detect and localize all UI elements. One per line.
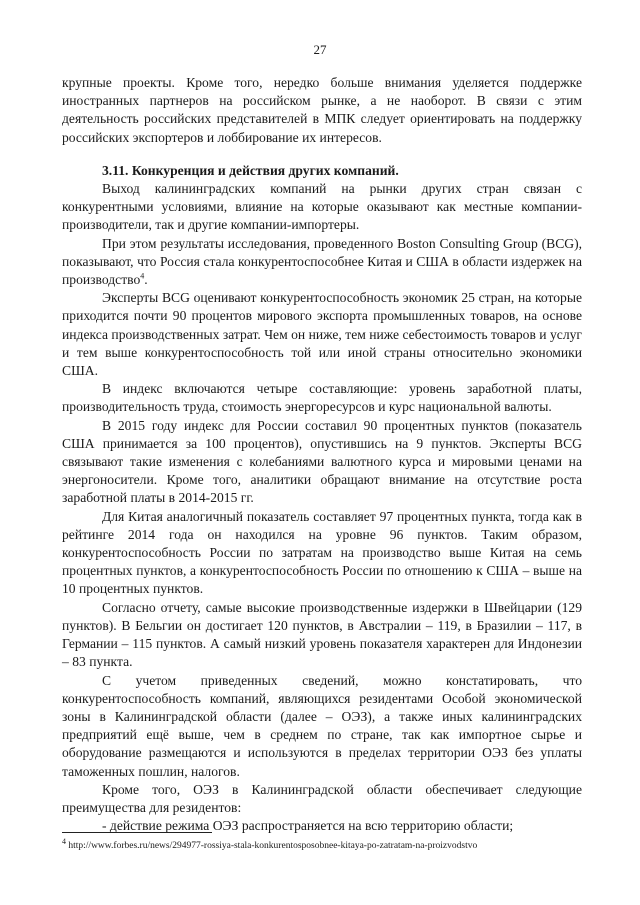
footnote-link[interactable]: http://www.forbes.ru/news/294977-rossiya-stala-konkurentosposobnee-kitaya-po-zatratam-na-proizvodstvo: [66, 841, 478, 851]
paragraph-oez-advantages: Кроме того, ОЭЗ в Калининградской области обеспечивает следующие преимущества для резидентов:: [62, 781, 582, 815]
paragraph-bcg-study-text: При этом результаты исследования, проведенного Boston Consulting Group (BCG), показывают, что Россия стала конкурентоспособнее Китая и США в области издержек на производство: [62, 235, 582, 288]
section-heading: 3.11. Конкуренция и действия других компаний.: [102, 162, 399, 178]
list-item-oez-territory: - действие режима ОЭЗ распространяется на всю территорию области;: [102, 818, 514, 834]
page-body: [62, 74, 582, 835]
footnote-reference[interactable]: 4: [140, 271, 145, 281]
paragraph-china: Для Китая аналогичный показатель составляет 97 процентных пункта, тогда как в рейтинге 2014 года он находился на уровне 96 пунктов. Таким образом, конкурентоспособность России по затратам на производство выше Китая на семь процентных пунктов, а конкурентоспособность России по отношению к США – выше на 10 процентных пунктов.: [62, 508, 582, 597]
paragraph-index-components: В индекс включаются четыре составляющие: уровень заработной платы, производительность труда, стоимость энергоресурсов и курс национальной валюты.: [62, 381, 582, 415]
paragraph-bcg-experts: Эксперты BCG оценивают конкурентоспособность экономик 25 стран, на которые приходится почти 90 процентов мирового экспорта промышленных товаров, на основе индекса производственных затрат. Чем он ниже, тем ниже себестоимость товаров и услуг и тем выше конкурентоспособность той или иной страны относительно экономики США.: [62, 290, 582, 379]
footnote: [62, 836, 602, 852]
paragraph-bcg-study: [62, 235, 582, 290]
intro-paragraph: крупные проекты. Кроме того, нередко больше внимания уделяется поддержке иностранных партнеров на российском рынке, а не наоборот. В связи с этим деятельность российских представителей в МПК следует ориентировать на поддержку российских экспортеров и лоббирование их интересов.: [62, 75, 582, 145]
paragraph-bcg-study-period: .: [144, 272, 148, 288]
footnote-divider: [62, 832, 212, 833]
paragraph-market-entry: Выход калининградских компаний на рынки других стран связан с конкурентными условиями, влияние на которые оказывают как местные компании-производители, так и другие компании-импортеры.: [62, 181, 582, 233]
paragraph-russia-2015: В 2015 году индекс для России составил 90 процентных пунктов (показатель США принимается за 100 процентов), опустившись на 9 пунктов. Эксперты BCG связывают такие изменения с колебаниями валютного курса и мировыми ценами на энергоносители. Кроме того, аналитики обращают внимание на отсутствие роста заработной платы в 2014-2015 гг.: [62, 417, 582, 506]
paragraph-oez-competitiveness: С учетом приведенных сведений, можно констатировать, что конкурентоспособность компаний, являющихся резидентами Особой экономической зоны в Калининградской области (далее – ОЭЗ), а также иных калининградских предприятий ещё выше, чем в среднем по стране, так как импортное сырье и оборудование размещаются и используются в пределах территории ОЭЗ без уплаты таможенных пошлин, налогов.: [62, 672, 582, 779]
page-number: 27: [313, 42, 327, 57]
paragraph-report-countries: Согласно отчету, самые высокие производственные издержки в Швейцарии (129 пунктов). В Бельгии он достигает 120 пунктов, в Австралии – 119, в Бразилии – 117, в Германии – 115 пунктов. А самый низкий уровень показателя характерен для Индонезии – 83 пункта.: [62, 599, 582, 670]
footnote-marker: 4: [62, 836, 66, 846]
